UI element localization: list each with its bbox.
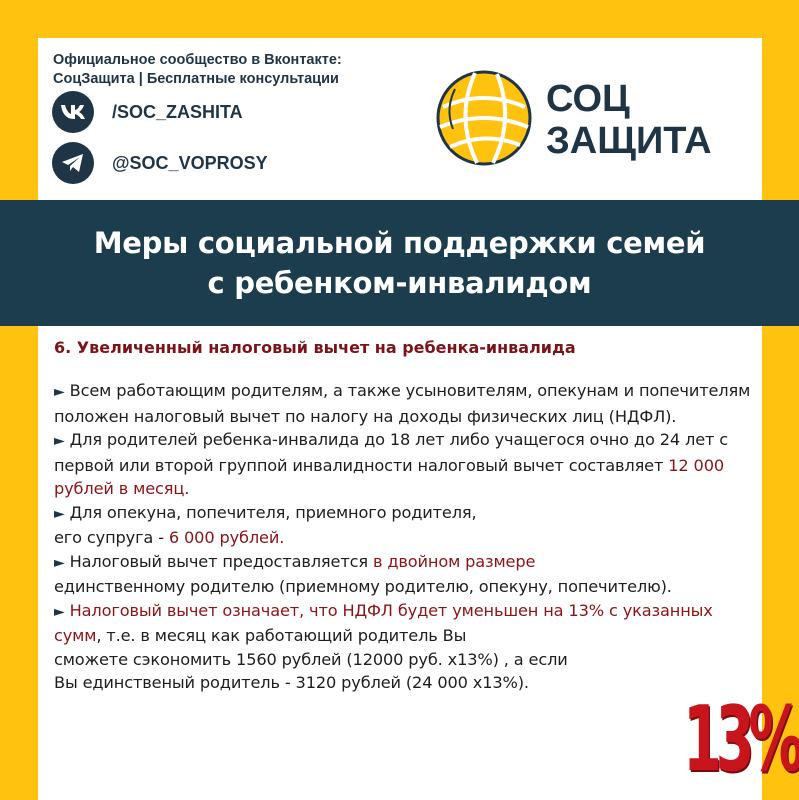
- page-title: [94, 223, 706, 303]
- content-card: [38, 326, 762, 800]
- bullet-icon: ►: [54, 433, 65, 449]
- title-banner: [0, 200, 799, 326]
- telegram-icon: [52, 142, 94, 184]
- p5-highlight: Налоговый вычет означает, что НДФЛ будет уменьшен на 13% с указанных сумм: [54, 600, 713, 645]
- header-card: [38, 38, 762, 200]
- paragraph-3: [54, 501, 760, 550]
- p5-text: , т.е. в месяц как работающий родитель Вы: [96, 626, 467, 645]
- community-info: [53, 51, 342, 89]
- title-line2: с ребенком-инвалидом: [207, 266, 592, 300]
- paragraph-2: [54, 428, 760, 501]
- paragraph-4: [54, 550, 760, 599]
- p5-text-3: Вы единственый родитель - 3120 рублей (24 000 х13%).: [54, 673, 529, 692]
- title-line1: Меры социальной поддержки семей: [93, 226, 706, 260]
- telegram-handle: @SOC_VOPROSY: [112, 152, 268, 173]
- p4-text-2: единственному родителю (приемному родителю, опекуну, попечителю).: [54, 577, 672, 596]
- logo-line1: СОЦ: [546, 78, 630, 120]
- logo-text: [546, 78, 712, 162]
- bullet-icon: ►: [54, 603, 65, 620]
- paragraph-5: [54, 599, 760, 695]
- bullet-icon: ►: [54, 384, 65, 400]
- bullet-icon: ►: [54, 554, 65, 571]
- p4-text: Налоговый вычет предоставляется: [64, 551, 373, 571]
- p3-text-2: его супруга -: [54, 528, 169, 547]
- p2-highlight: 12 000 рублей в месяц.: [54, 455, 725, 498]
- p3-text: Для опекуна, попечителя, приемного родителя,: [64, 502, 477, 522]
- vk-link[interactable]: [52, 91, 243, 133]
- vk-icon: [52, 91, 94, 133]
- p3-highlight: 6 000 рублей.: [168, 528, 285, 547]
- body-text: [54, 379, 760, 695]
- vk-handle: /SOC_ZASHITA: [112, 101, 243, 122]
- bullet-icon: ►: [54, 505, 65, 522]
- p5-text-2: сможете сэкономить 1560 рублей (12000 руб. х13%) , а если: [54, 649, 568, 669]
- p2-text: Для родителей ребенка-инвалида до 18 лет либо учащегося очно до 24 лет с первой или второй группой инвалидности налоговый вычет составляет: [54, 430, 729, 475]
- p1-text: Всем работающим родителям, а также усыновителям, опекунам и попечителям положен налоговый вычет по налогу на доходы физических лиц (НДФЛ).: [54, 381, 751, 426]
- paragraph-1: [54, 379, 760, 428]
- community-subtitle: СоцЗащита | Бесплатные консультации: [53, 71, 339, 87]
- p4-highlight: в двойном размере: [372, 551, 536, 571]
- telegram-link[interactable]: [52, 142, 268, 184]
- community-title: Официальное сообщество в Вконтакте:: [53, 52, 342, 68]
- logo-line2: ЗАЩИТА: [546, 120, 712, 162]
- percent-badge: 13%: [683, 687, 798, 792]
- globe-logo-icon: [435, 69, 533, 167]
- section-heading: 6. Увеличенный налоговый вычет на ребенка-инвалида: [54, 338, 576, 357]
